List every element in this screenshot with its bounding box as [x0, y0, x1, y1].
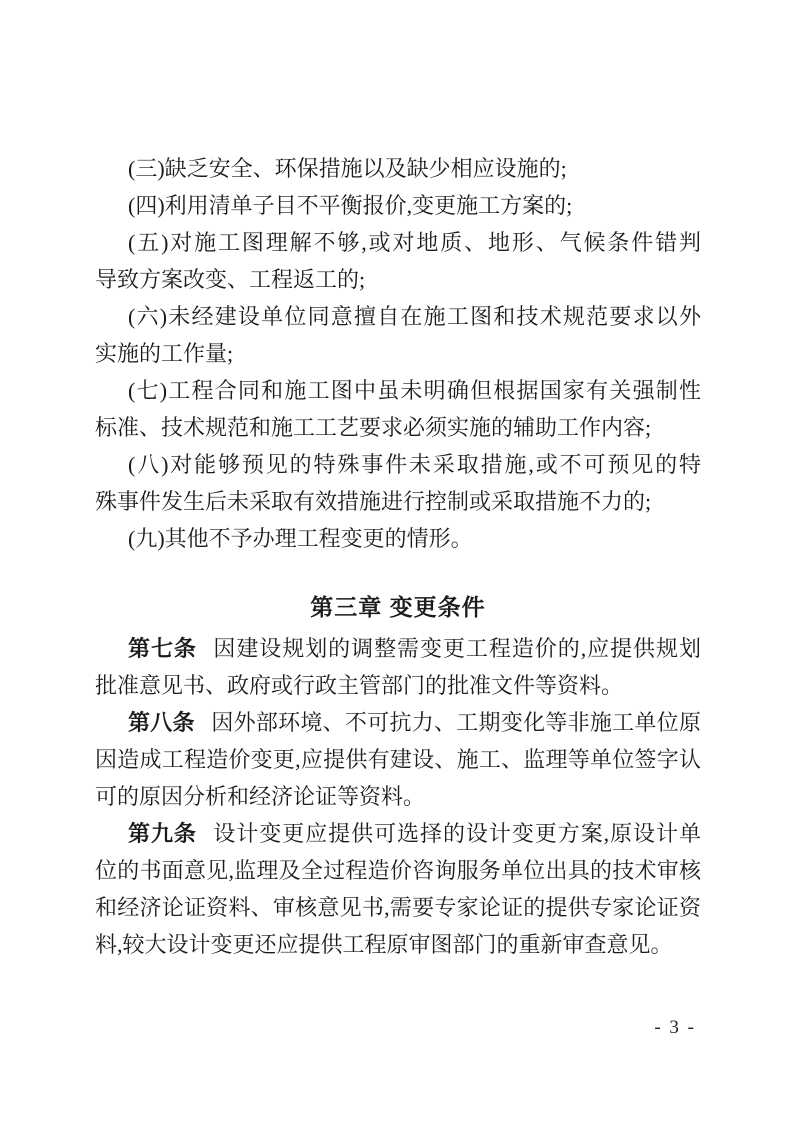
text-line: 实施的工作量;: [95, 341, 234, 366]
text-line: [95, 815, 701, 852]
page-number: - 3 -: [654, 1017, 696, 1038]
article-paragraph: [95, 815, 701, 963]
text-line: 导致方案改变、工程返工的;: [95, 267, 366, 292]
clause-paragraph: [95, 298, 701, 372]
text-line: 标准、技术规范和施工工艺要求必须实施的辅助工作内容;: [95, 415, 652, 440]
clause-paragraph: [95, 520, 701, 557]
text-line: (四)利用清单子目不平衡报价,变更施工方案的;: [128, 193, 573, 218]
article-first-line-text: 设计变更应提供可选择的设计变更方案,原设计单: [213, 821, 701, 846]
text-line: (九)其他不予办理工程变更的情形。: [128, 526, 473, 551]
text-line: (六)未经建设单位同意擅自在施工图和技术规范要求以外: [128, 304, 701, 329]
text-line: [95, 630, 701, 667]
clause-paragraph: [95, 187, 701, 224]
article-number: 第七条: [128, 636, 197, 661]
text-line: 位的书面意见,监理及全过程造价咨询服务单位出具的技术审核: [95, 858, 701, 883]
document-body: [95, 150, 701, 963]
text-line: (五)对施工图理解不够,或对地质、地形、气候条件错判: [128, 230, 701, 255]
text-line: 和经济论证资料、审核意见书,需要专家论证的提供专家论证资: [95, 895, 701, 920]
text-line: 批准意见书、政府或行政主管部门的批准文件等资料。: [95, 673, 624, 698]
article-number: 第九条: [128, 821, 197, 846]
clause-paragraph: [95, 150, 701, 187]
article-number: 第八条: [128, 710, 195, 735]
article-paragraph: [95, 704, 701, 815]
clause-paragraph: [95, 372, 701, 446]
text-line: (七)工程合同和施工图中虽未明确但根据国家有关强制性: [128, 378, 701, 403]
text-line: 殊事件发生后未采取有效措施进行控制或采取措施不力的;: [95, 489, 652, 514]
article-first-line-text: 因外部环境、不可抗力、工期变化等非施工单位原: [211, 710, 701, 735]
article-first-line-text: 因建设规划的调整需变更工程造价的,应提供规划: [213, 636, 701, 661]
text-line: 料,较大设计变更还应提供工程原审图部门的重新审查意见。: [95, 932, 673, 957]
clause-paragraph: [95, 446, 701, 520]
text-line: (八)对能够预见的特殊事件未采取措施,或不可预见的特: [128, 452, 701, 477]
text-line: 可的原因分析和经济论证等资料。: [95, 784, 426, 809]
text-line: 因造成工程造价变更,应提供有建设、施工、监理等单位签字认: [95, 747, 701, 772]
text-line: [95, 704, 701, 741]
chapter-heading: 第三章 变更条件: [310, 594, 486, 620]
clause-paragraph: [95, 224, 701, 298]
text-line: (三)缺乏安全、环保措施以及缺少相应设施的;: [128, 156, 567, 181]
article-paragraph: [95, 630, 701, 704]
